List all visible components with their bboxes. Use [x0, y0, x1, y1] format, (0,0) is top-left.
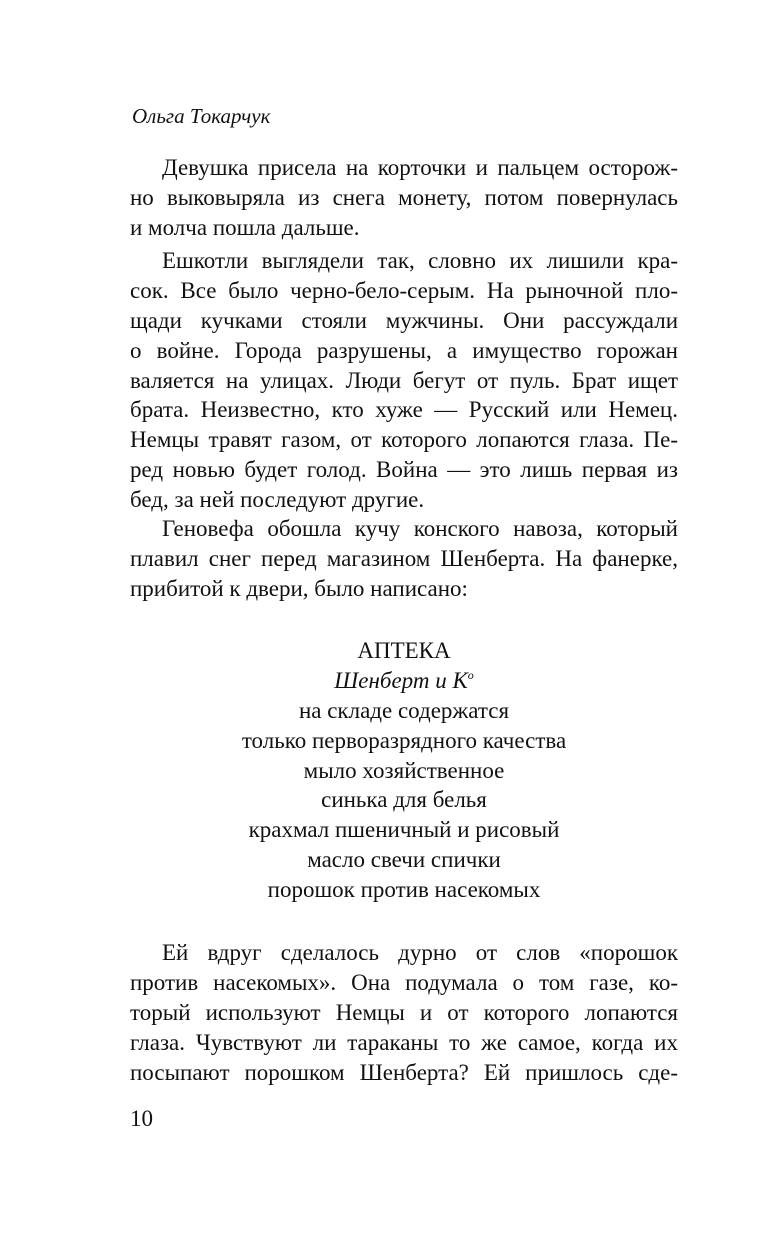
sign-line: на складе содержатся [298, 697, 510, 723]
paragraph-line: против насекомых». Она подумала о том газе, ко- [130, 969, 678, 995]
paragraph-line: и молча пошла дальше. [130, 214, 360, 240]
pharmacy-sign [130, 636, 678, 905]
sign-line: крахмал пшеничный и рисовый [248, 817, 560, 843]
sign-line: мыло хозяйственное [303, 757, 505, 783]
paragraph-line: Геновефа обошла кучу конского навоза, который [162, 516, 678, 541]
paragraph-line: ред новью будет голод. Война — это лишь первая из [130, 457, 678, 483]
sign-line: синька для белья [321, 787, 487, 813]
sign-line: масло свечи спички [307, 847, 501, 873]
paragraph-line: посыпают порошком Шенберта? Ей пришлось сде- [130, 1059, 678, 1085]
paragraph-3 [130, 514, 678, 604]
paragraph-2 [130, 246, 678, 515]
paragraph-line: плавил снег перед магазином Шенберта. На фанерке, [130, 545, 678, 571]
paragraph-line: прибитой к двери, было написано: [130, 575, 468, 601]
running-head-author: Ольга Токарчук [132, 104, 271, 128]
sign-line: только перворазрядного качества [241, 727, 567, 753]
paragraph-line: Немцы травят газом, от которого лопаются глаза. Пе- [130, 427, 678, 453]
sign-line: порошок против насекомых [267, 877, 541, 903]
paragraph-line: о войне. Города разрушены, а имущество горожан [130, 337, 678, 363]
paragraph-line: Ешкотли выглядели так, словно их лишили кра- [162, 248, 678, 273]
sign-owner-superscript: о [467, 667, 474, 682]
sign-owner [130, 666, 678, 696]
paragraph-line: но выковыряла из снега монету, потом повернулась [130, 184, 678, 210]
page-number: 10 [130, 1106, 153, 1131]
paragraph-line: брата. Неизвестно, кто хуже — Русский или Немец. [130, 397, 678, 423]
paragraph-4 [130, 938, 678, 1087]
sign-owner-name: Шенберт и К [334, 667, 468, 693]
paragraph-line: глаза. Чувствуют ли тараканы то же самое, когда их [130, 1029, 678, 1055]
paragraph-line: бед, за ней последуют другие. [130, 487, 425, 513]
paragraph-line: щади кучками стояли мужчины. Они рассуждали [130, 307, 678, 333]
paragraph-line: валяется на улицах. Люди бегут от пуль. Брат ищет [130, 367, 678, 393]
paragraph-line: торый используют Немцы и от которого лопаются [130, 999, 678, 1025]
paragraph-line: Девушка присела на корточки и пальцем осторож- [162, 155, 678, 180]
sign-title: АПТЕКА [357, 638, 451, 663]
paragraph-line: сок. Все было черно-бело-серым. На рыночной пло- [130, 277, 678, 303]
paragraph-1 [130, 153, 678, 243]
paragraph-line: Ей вдруг сделалось дурно от слов «порошок [162, 940, 678, 965]
